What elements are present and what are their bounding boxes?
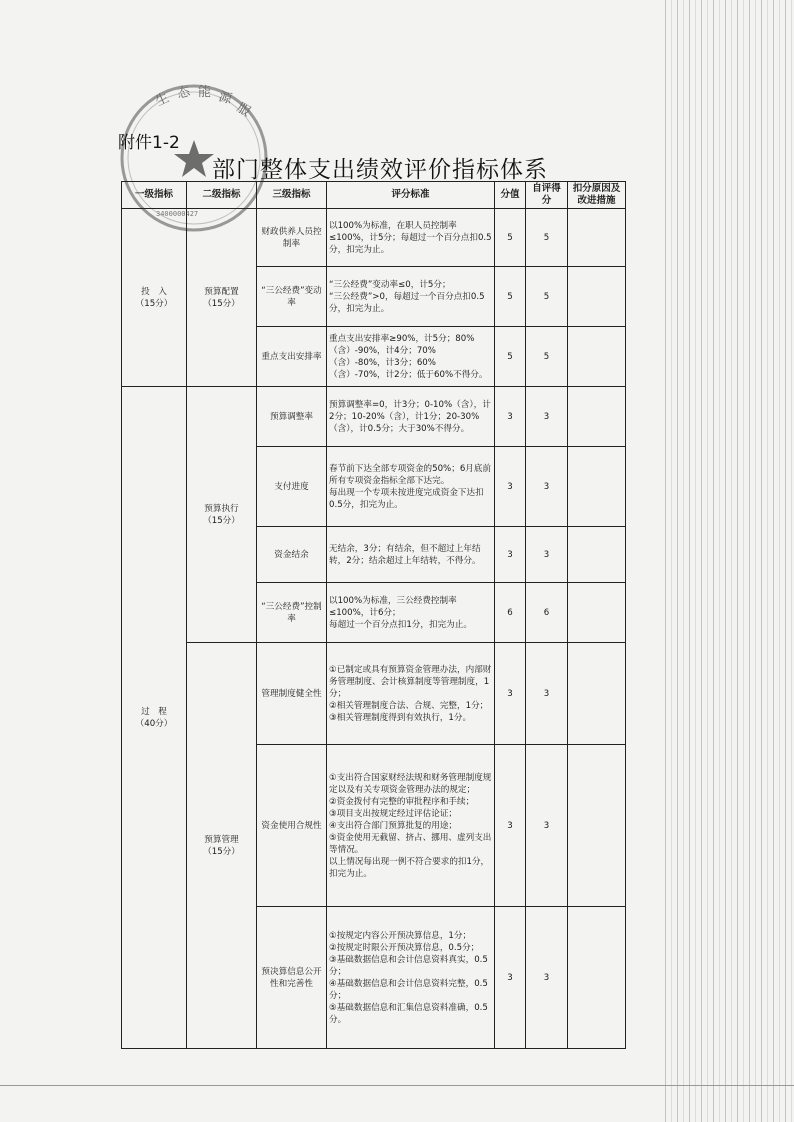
self-score-cell: 5: [526, 267, 568, 327]
attachment-label: 附件1-2: [118, 133, 180, 153]
table-row: [122, 387, 626, 447]
level2-budget-config: 预算配置 （15分）: [187, 209, 257, 387]
level3-cell: 预决算信息公开性和完善性: [257, 907, 327, 1049]
self-score-cell: 6: [526, 583, 568, 643]
criteria-cell: 春节前下达全部专项资金的50%；6月底前所有专项资金指标全部下达完。 每出现一个专项未按进度完成资金下达扣0.5分，扣完为止。: [327, 447, 495, 527]
page-bottom-rule: [0, 1085, 794, 1086]
score-cell: 3: [495, 907, 526, 1049]
table-row: [122, 209, 626, 267]
header-level2: 二级指标: [187, 182, 257, 209]
level3-cell: 财政供养人员控制率: [257, 209, 327, 267]
reason-cell: [568, 745, 626, 907]
criteria-cell: 以100%为标准，三公经费控制率≤100%，计6分； 每超过一个百分点扣1分，扣完为止。: [327, 583, 495, 643]
header-level1: 一级指标: [122, 182, 187, 209]
page-title: 部门整体支出绩效评价指标体系: [212, 157, 548, 183]
level2-budget-mgmt: 预算管理 （15分）: [187, 643, 257, 1049]
table-header-row: [122, 182, 626, 209]
reason-cell: [568, 643, 626, 745]
score-cell: 5: [495, 209, 526, 267]
reason-cell: [568, 327, 626, 387]
criteria-cell: ①已制定或具有预算资金管理办法，内部财务管理制度、会计核算制度等管理制度，1分； ②相关管理制度合法、合规、完整，1分； ③相关管理制度得到有效执行，1分。: [327, 643, 495, 745]
level3-cell: 管理制度健全性: [257, 643, 327, 745]
self-score-cell: 5: [526, 327, 568, 387]
header-self-score: 自评得分: [526, 182, 568, 209]
level1-input: 投 入 （15分）: [122, 209, 187, 387]
criteria-cell: 重点支出安排率≥90%，计5分；80%（含）-90%，计4分；70%（含）-80%，计3分；60%（含）-70%，计2分；低于60%不得分。: [327, 327, 495, 387]
level3-cell: “三公经费”变动率: [257, 267, 327, 327]
self-score-cell: 3: [526, 745, 568, 907]
criteria-cell: ①按规定内容公开预决算信息，1分； ②按规定时限公开预决算信息，0.5分； ③基础数据信息和会计信息资料真实，0.5分； ④基础数据信息和会计信息资料完整，0.5分； ⑤基础数据信息和汇集信息资料准确，0.5分。: [327, 907, 495, 1049]
self-score-cell: 3: [526, 527, 568, 583]
criteria-cell: 预算调整率=0，计3分；0-10%（含），计2分；10-20%（含），计1分；20-30%（含），计0.5分；大于30%不得分。: [327, 387, 495, 447]
score-cell: 5: [495, 327, 526, 387]
evaluation-index-table: [121, 181, 626, 1049]
criteria-cell: 以100%为标准，在职人员控制率≤100%，计5分；每超过一个百分点扣0.5分，扣完为止。: [327, 209, 495, 267]
svg-text:3400000427: 3400000427: [156, 210, 199, 218]
level3-cell: 资金使用合规性: [257, 745, 327, 907]
self-score-cell: 3: [526, 447, 568, 527]
reason-cell: [568, 527, 626, 583]
score-cell: 3: [495, 387, 526, 447]
level2-budget-exec: 预算执行 （15分）: [187, 387, 257, 643]
reason-cell: [568, 209, 626, 267]
header-deduction-reason: 扣分原因及改进措施: [568, 182, 626, 209]
score-cell: 6: [495, 583, 526, 643]
svg-text:能: 能: [198, 85, 212, 100]
score-cell: 3: [495, 643, 526, 745]
svg-text:服: 服: [234, 100, 253, 120]
score-cell: 5: [495, 267, 526, 327]
level3-cell: 支付进度: [257, 447, 327, 527]
reason-cell: [568, 907, 626, 1049]
score-cell: 3: [495, 745, 526, 907]
svg-text:生: 生: [153, 90, 172, 110]
level3-cell: “三公经费”控制率: [257, 583, 327, 643]
level3-cell: 重点支出安排率: [257, 327, 327, 387]
reason-cell: [568, 267, 626, 327]
criteria-cell: “三公经费”变动率≤0，计5分； “三公经费”>0，每超过一个百分点扣0.5分，扣完为止。: [327, 267, 495, 327]
svg-text:源: 源: [216, 89, 234, 108]
header-criteria: 评分标准: [327, 182, 495, 209]
criteria-cell: 无结余，3分；有结余，但不超过上年结转，2分；结余超过上年结转，不得分。: [327, 527, 495, 583]
scan-artifact-lines: [660, 0, 794, 1122]
self-score-cell: 5: [526, 209, 568, 267]
self-score-cell: 3: [526, 643, 568, 745]
header-score: 分值: [495, 182, 526, 209]
level3-cell: 资金结余: [257, 527, 327, 583]
score-cell: 3: [495, 447, 526, 527]
level1-process: 过 程 （40分）: [122, 387, 187, 1049]
header-level3: 三级指标: [257, 182, 327, 209]
table-row: [122, 643, 626, 745]
self-score-cell: 3: [526, 907, 568, 1049]
svg-text:态: 态: [175, 84, 192, 102]
score-cell: 3: [495, 527, 526, 583]
criteria-cell: ①支出符合国家财经法规和财务管理制度规定以及有关专项资金管理办法的规定； ②资金拨付有完整的审批程序和手续； ③项目支出按规定经过评估论证； ④支出符合部门预算批复的用途； ⑤资金使用无截留、挤占、挪用、虚列支出等情况。 以上情况每出现一例不符合要求的扣1分，扣完为止。: [327, 745, 495, 907]
level3-cell: 预算调整率: [257, 387, 327, 447]
self-score-cell: 3: [526, 387, 568, 447]
reason-cell: [568, 447, 626, 527]
reason-cell: [568, 583, 626, 643]
reason-cell: [568, 387, 626, 447]
